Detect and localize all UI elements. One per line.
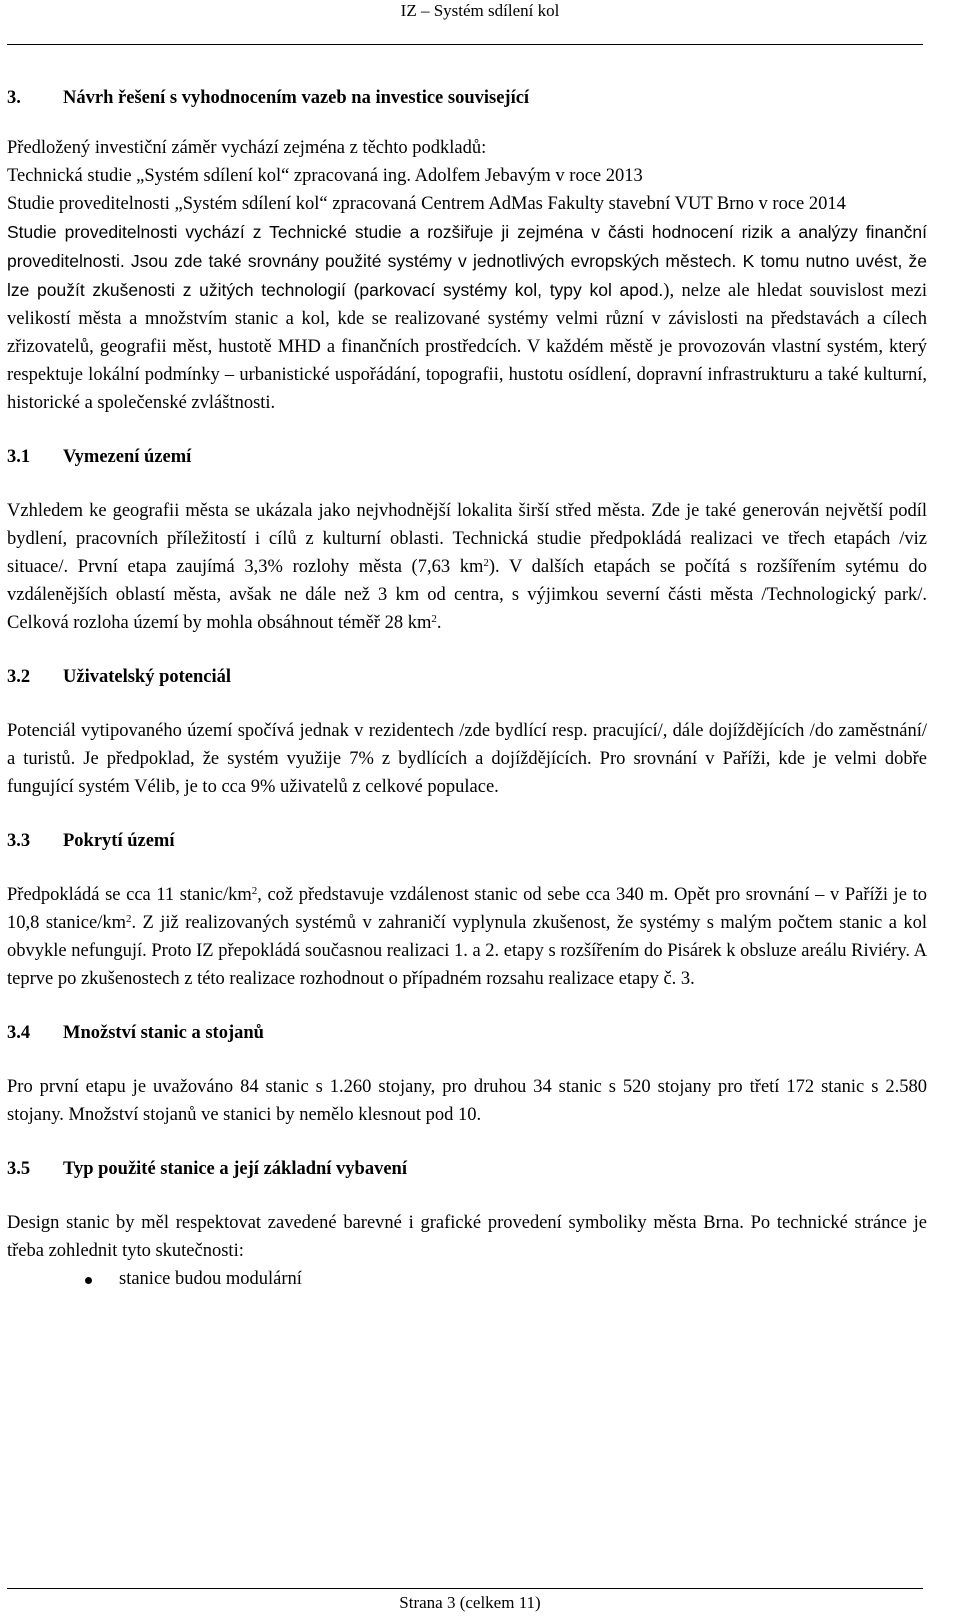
section-3-1-heading [7, 443, 927, 471]
bullet-icon [85, 1277, 92, 1284]
text-run: Vzhledem ke geografii města se ukázala jako nejvhodnější lokalita širší střed města. Zde je také generován největší podíl bydlení, pracovních příležitostí i cílů z kulturní oblasti. Technická studie předpokládá realizaci ve třech etapách /viz situace/. První etapa zaujímá 3,3% rozlohy města (7,63 km [7, 501, 927, 577]
text-run: Předpokládá se cca 11 stanic/km [7, 885, 252, 905]
text-run: ), nelze ale hledat souvislost mezi velikostí města a množstvím stanic a kol, kde se realizované systémy velmi různí v závislosti na představách a cílech zřizovatelů, geografii měst, hustotě MHD a finančních prostředcích. V každém městě je provozován vlastní systém, který respektuje lokální podmínky – urbanistické uspořádání, topografii, hustotu osídlení, dopravní infrastrukturu a také kulturní, historické a společenské zvláštnosti. [7, 281, 927, 413]
section-3-4-heading [7, 1019, 927, 1047]
paragraph [7, 881, 927, 993]
section-number: 3.2 [7, 667, 31, 687]
text-run: ). V dalších etapách se počítá s rozšířením sytému do vzdálenějších oblastí města, avšak ne dále než 3 km od centra, s výjimkou severní části města /Technologický park/. Celková rozloha území by mohla obsáhnout téměř 28 km [7, 557, 927, 633]
text-run: , což představuje vzdálenost stanic od sebe cca 340 m. Opět pro srovnání – v Paříži je to 10,8 stanice/km [7, 885, 927, 933]
list-item-text: stanice budou modulární [119, 1269, 302, 1289]
line: Předložený investiční záměr vychází zejména z těchto podkladů: [7, 138, 487, 158]
running-header: IZ – Systém sdílení kol [400, 1, 560, 20]
section-number: 3.1 [7, 447, 31, 467]
paragraph [7, 497, 927, 637]
section-number: 3.5 [7, 1159, 31, 1179]
superscript: 2 [125, 913, 132, 925]
section-number: 3.4 [7, 1023, 31, 1043]
section-3-3-heading [7, 827, 927, 855]
footer-rule [7, 1588, 923, 1589]
section-title: Návrh řešení s vyhodnocením vazeb na investice související [63, 88, 530, 108]
page-content [7, 84, 927, 1293]
section-title: Vymezení území [63, 447, 192, 467]
section-number: 3.3 [7, 831, 31, 851]
section-3-5-heading [7, 1155, 927, 1183]
section-3-heading [7, 84, 927, 112]
superscript: 2 [431, 613, 437, 625]
paragraph [7, 134, 927, 218]
paragraph: Pro první etapu je uvažováno 84 stanic s 1.260 stojany, pro druhou 34 stanic s 520 stojany pro třetí 172 stanic s 2.580 stojany. Množství stojanů ve stanici by nemělo klesnout pod 10. [7, 1077, 927, 1125]
bullet-list [7, 1265, 927, 1293]
paragraph: Design stanic by měl respektovat zavedené barevné i grafické provedení symboliky města Brna. Po technické stránce je třeba zohlednit tyto skutečnosti: [7, 1213, 927, 1261]
section-title: Pokrytí území [63, 831, 175, 851]
text-run: Studie proveditelnosti vychází z Technické studie a rozšiřuje ji zejména v části hodnocení rizik a analýzy finanční proveditelnosti. Jsou zde také srovnány použité systémy v jednotlivých evropských městech. K tomu nutno uvést, že lze použít zkušenosti z užitých technologií (parkovací systémy kol, typy kol apod. [7, 222, 927, 300]
paragraph: Potenciál vytipovaného území spočívá jednak v rezidentech /zde bydlící resp. pracující/, dále dojíždějících /do zaměstnání/ a turistů. Je předpoklad, že systém využije 7% z bydlících a dojíždějících. Pro srovnání v Paříži, kde je velmi dobře fungující systém Vélib, je to cca 9% uživatelů z celkové populace. [7, 721, 927, 797]
section-title: Typ použité stanice a její základní vybavení [63, 1159, 407, 1179]
line: Technická studie „Systém sdílení kol“ zpracovaná ing. Adolfem Jebavým v roce 2013 [7, 166, 643, 186]
page-number: Strana 3 (celkem 11) [399, 1593, 541, 1612]
text-run: . [436, 613, 442, 633]
section-number: 3. [7, 88, 21, 108]
section-title: Uživatelský potenciál [63, 667, 232, 687]
section-title: Množství stanic a stojanů [63, 1023, 264, 1043]
list-item [7, 1265, 927, 1293]
header-rule [7, 44, 923, 45]
section-3-2-heading [7, 663, 927, 691]
text-run: . Z již realizovaných systémů v zahraničí vyplynula zkušenost, že systémy s malým počtem stanic a kol obvykle nefungují. Proto IZ přepokládá současnou realizaci 1. a 2. etapy s rozšířením do Pisárek k obsluze areálu Riviéry. A teprve po zkušenostech z této realizace rozhodnout o případném rozsahu realizace etapy č. 3. [7, 913, 927, 989]
line: Studie proveditelnosti „Systém sdílení kol“ zpracovaná Centrem AdMas Fakulty stavební VUT Brno v roce 2014 [7, 194, 846, 214]
superscript: 2 [251, 885, 258, 897]
paragraph [7, 218, 927, 417]
superscript: 2 [483, 557, 489, 569]
